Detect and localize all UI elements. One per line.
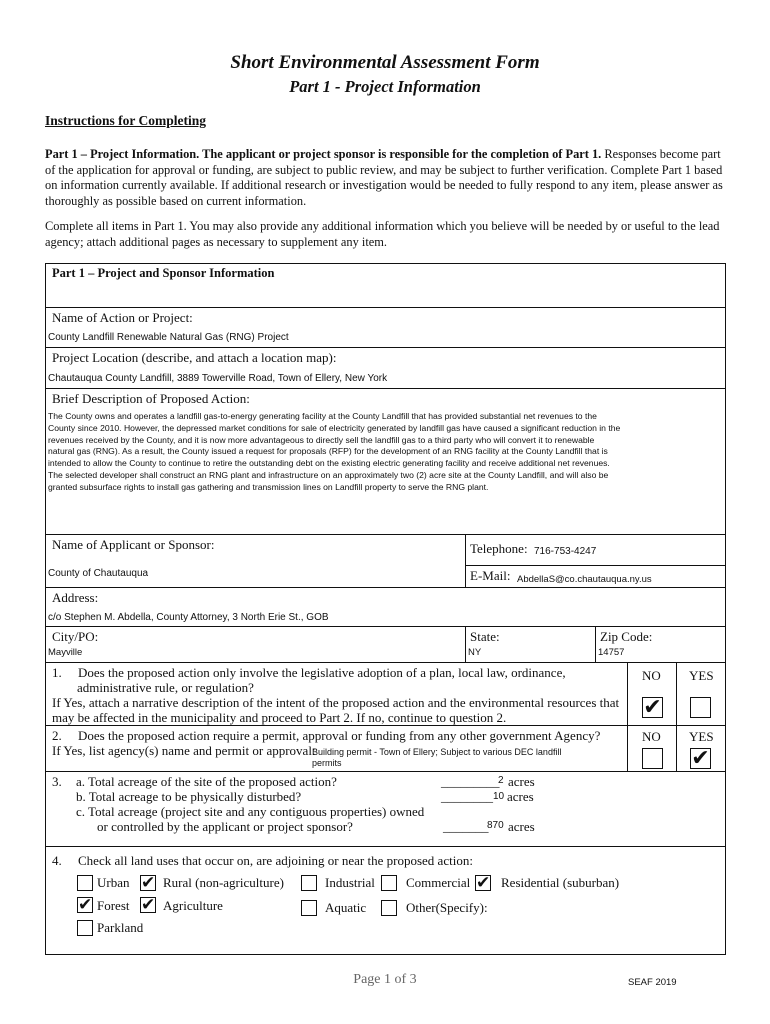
question-3c-label: or controlled by the applicant or project sponsor? (97, 819, 353, 834)
instructions-heading: Instructions for Completing (45, 113, 207, 128)
question-1-line: If Yes, attach a narrative description of the intent of the proposed action and the environmental resources that (52, 695, 620, 710)
urban-label: Urban (97, 875, 130, 890)
question-1-line: administrative rule, or regulation? (77, 680, 254, 695)
instructions-paragraph (45, 147, 725, 209)
industrial-checkbox[interactable] (301, 875, 317, 891)
email-label: E-Mail: (470, 568, 511, 583)
form-subtitle: Part 1 - Project Information (289, 77, 481, 96)
description-line: intended to allow the County to continue to retire the outstanding debt on the existing electric generating facility and receive additional net revenues. (48, 458, 610, 469)
other-checkbox[interactable] (381, 900, 397, 916)
description-line: natural gas (RNG). As a result, the County issued a request for proposals (RFP) for the development of an RNG facility at the County Landfill that is (48, 446, 608, 457)
industrial-label: Industrial (325, 875, 375, 890)
q3a-blank: _________ (441, 774, 500, 789)
description-label: Brief Description of Proposed Action: (52, 391, 250, 406)
q3a-unit: acres (508, 774, 535, 789)
description-field[interactable] (48, 411, 724, 494)
question-1-line: may be affected in the municipality and proceed to Part 2. If no, continue to question 2. (52, 710, 507, 725)
description-line: The selected developer shall construct an RNG plant and infrastructure on an approximately two (2) acre site at the County Landfill, and will also be (48, 469, 609, 480)
q2-yes-label: YES (689, 729, 714, 744)
rural-checkbox[interactable]: ✔ (141, 873, 156, 893)
agriculture-label: Agriculture (163, 898, 223, 913)
q3a-acres-field[interactable]: 2 (498, 775, 504, 786)
urban-checkbox[interactable] (77, 875, 93, 891)
q3c-unit: acres (508, 819, 535, 834)
question-1 (52, 665, 619, 725)
aquatic-checkbox[interactable] (301, 900, 317, 916)
parkland-checkbox[interactable] (77, 920, 93, 936)
question-3 (76, 774, 424, 834)
telephone-label: Telephone: (470, 541, 528, 556)
project-location-field[interactable]: Chautauqua County Landfill, 3889 Towerville Road, Town of Ellery, New York (48, 373, 388, 384)
form-code: SEAF 2019 (628, 977, 677, 988)
question-4: 4. Check all land uses that occur on, are adjoining or near the proposed action: (52, 853, 473, 868)
state-field[interactable]: NY (468, 647, 482, 658)
q2-no-label: NO (642, 729, 661, 744)
question-3-number: 3. (52, 774, 62, 789)
aquatic-label: Aquatic (325, 900, 367, 915)
question-2: 2. Does the proposed action require a permit, approval or funding from any other government Agency? (52, 728, 601, 743)
project-location-label: Project Location (describe, and attach a location map): (52, 350, 337, 365)
page-number: Page 1 of 3 (353, 972, 417, 987)
q3c-acres-field[interactable]: 870 (487, 820, 504, 831)
question-3b-label: b. Total acreage to be physically disturbed? (76, 789, 302, 804)
description-line: County since 2010. However, the depressed market conditions for sale of electricity generated by landfill gas have caused a significant reduction in the (48, 422, 621, 433)
other-label: Other(Specify): (406, 900, 488, 915)
q3b-unit: acres (507, 789, 534, 804)
city-label: City/PO: (52, 629, 99, 644)
residential-checkbox[interactable]: ✔ (476, 873, 491, 893)
action-name-label: Name of Action or Project: (52, 310, 193, 325)
instructions-bold-lead: Part 1 – Project Information. The applicant or project sponsor is responsible for the completion of Part 1. (45, 147, 602, 161)
form-title: Short Environmental Assessment Form (230, 52, 540, 73)
q1-yes-checkbox[interactable] (690, 697, 711, 718)
instructions-text: Responses become part of the application for approval or funding, are subject to public review, and may be subject to further verification. Complete Part 1 based on information currently available. If additional research or investigation would be needed to fully respond to any item, please answer as thoroughly as possible based on current information. (45, 147, 723, 208)
description-line: granted subsurface rights to install gas gathering and transmission lines on Landfill property to serve the RNG plant. (48, 481, 489, 492)
email-field[interactable]: AbdellaS@co.chautauqua.ny.us (517, 574, 652, 585)
description-line: revenues received by the County, and it is now more advantageous to directly sell the landfill gas to a third party who will convert it to renewable (48, 434, 595, 445)
city-field[interactable]: Mayville (48, 647, 83, 658)
question-2-sub: If Yes, list agency(s) name and permit or approval: (52, 743, 316, 758)
address-label: Address: (52, 590, 99, 605)
q2-agency-line: permits (312, 758, 342, 768)
q3b-acres-field[interactable]: 10 (493, 791, 505, 802)
complete-items-paragraph: Complete all items in Part 1. You may also provide any additional information which you believe will be needed by or useful to the lead agency; attach additional pages as necessary to supplement any item. (45, 219, 720, 249)
q2-agency-line: Building permit - Town of Ellery; Subject to various DEC landfill (312, 747, 562, 757)
rural-label: Rural (non-agriculture) (163, 875, 284, 890)
question-3a-label: a. Total acreage of the site of the proposed action? (76, 774, 337, 789)
q1-yes-label: YES (689, 668, 714, 683)
q1-no-checkbox[interactable]: ✔ (643, 695, 662, 720)
residential-label: Residential (suburban) (501, 875, 620, 890)
q2-yes-checkbox[interactable]: ✔ (691, 746, 710, 771)
forest-label: Forest (97, 898, 130, 913)
q3c-blank: _______ (443, 819, 489, 834)
question-3c-label: c. Total acreage (project site and any contiguous properties) owned (76, 804, 425, 819)
q1-no-label: NO (642, 668, 661, 683)
question-1-line: 1. Does the proposed action only involve the legislative adoption of a plan, local law, ordinance, (52, 665, 566, 680)
action-name-field[interactable]: County Landfill Renewable Natural Gas (RNG) Project (48, 332, 289, 343)
applicant-field[interactable]: County of Chautauqua (48, 568, 149, 579)
q3b-blank: ________ (441, 789, 493, 804)
commercial-checkbox[interactable] (381, 875, 397, 891)
zip-label: Zip Code: (600, 629, 653, 644)
zip-field[interactable]: 14757 (598, 647, 625, 658)
agriculture-checkbox[interactable]: ✔ (141, 895, 156, 915)
state-label: State: (470, 629, 500, 644)
forest-checkbox[interactable]: ✔ (78, 895, 93, 915)
q2-agency-field[interactable] (312, 747, 561, 769)
address-field[interactable]: c/o Stephen M. Abdella, County Attorney, 3 North Erie St., GOB (48, 612, 329, 623)
section-header: Part 1 – Project and Sponsor Information (52, 266, 275, 280)
parkland-label: Parkland (97, 920, 144, 935)
description-line: The County owns and operates a landfill gas-to-energy generating facility at the County Landfill that has provided substantial net revenues to the (48, 411, 597, 421)
q2-no-checkbox[interactable] (642, 748, 663, 769)
commercial-label: Commercial (406, 875, 471, 890)
applicant-label: Name of Applicant or Sponsor: (52, 537, 215, 552)
telephone-field[interactable]: 716-753-4247 (534, 546, 597, 557)
